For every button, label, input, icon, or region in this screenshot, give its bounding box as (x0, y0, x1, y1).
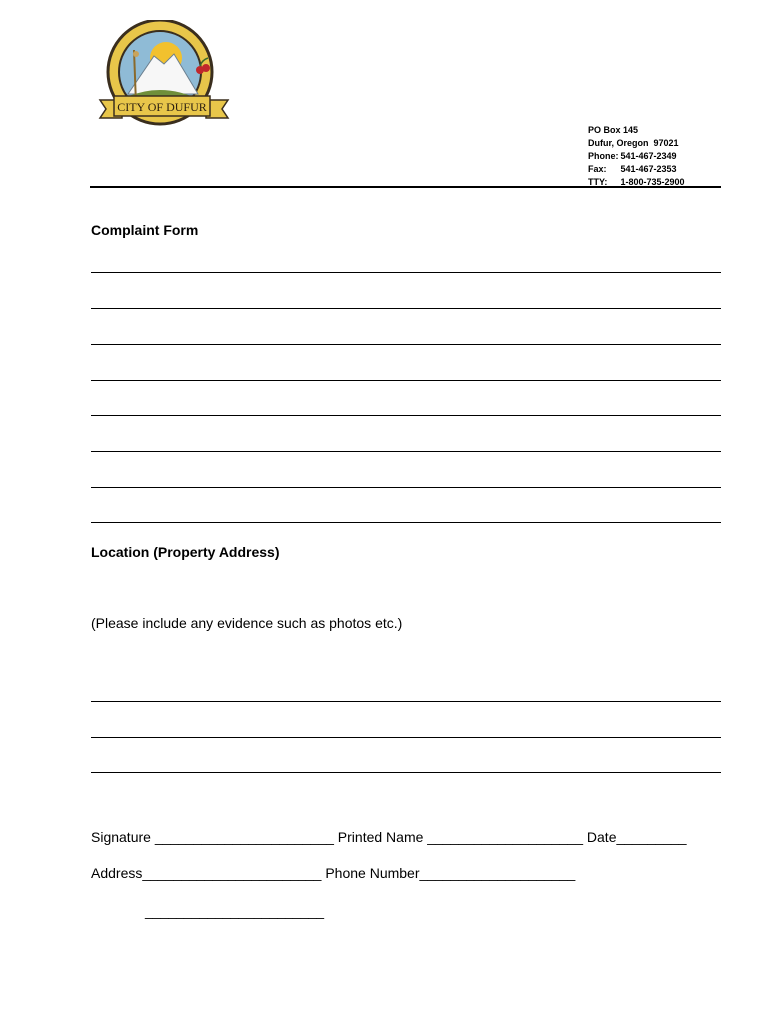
signature-field[interactable]: Signature _______________________ (91, 829, 334, 845)
city-logo (94, 20, 234, 132)
city-state-zip: Dufur, Oregon 97021 (588, 138, 679, 148)
complaint-line-2[interactable] (91, 308, 721, 309)
complaint-line-7[interactable] (91, 487, 721, 488)
phone-value: 541-467-2349 (620, 151, 677, 161)
address-field[interactable]: Address_______________________ (91, 865, 322, 881)
date-field[interactable]: Date_________ (586, 829, 687, 845)
complaint-line-3[interactable] (91, 344, 721, 345)
location-line-3[interactable] (91, 772, 721, 773)
fax-label: Fax: (588, 164, 607, 174)
complaint-line-1[interactable] (91, 272, 721, 273)
tty-label: TTY: (588, 177, 608, 187)
complaint-line-8[interactable] (91, 522, 721, 523)
phone-number-field[interactable]: Phone Number____________________ (325, 865, 576, 881)
address-line-2[interactable]: _______________________ (145, 903, 325, 919)
address-row (91, 865, 575, 881)
location-line-1[interactable] (91, 701, 721, 702)
tty-value: 1-800-735-2900 (620, 177, 685, 187)
phone-label: Phone: (588, 151, 619, 161)
fax-value: 541-467-2353 (620, 164, 677, 174)
fax-line (588, 163, 685, 176)
form-title: Complaint Form (91, 222, 199, 238)
location-line-2[interactable] (91, 737, 721, 738)
printed-name-field[interactable]: Printed Name ____________________ (337, 829, 584, 845)
po-box: PO Box 145 (588, 125, 639, 135)
complaint-line-5[interactable] (91, 415, 721, 416)
logo-text: CITY OF DUFUR (117, 100, 207, 114)
complaint-line-4[interactable] (91, 380, 721, 381)
signature-row (91, 829, 687, 845)
phone-line (588, 150, 685, 163)
complaint-line-6[interactable] (91, 451, 721, 452)
contact-block (588, 124, 685, 189)
evidence-note: (Please include any evidence such as photos etc.) (91, 615, 403, 631)
header-divider (90, 186, 721, 188)
location-label: Location (Property Address) (91, 544, 280, 560)
